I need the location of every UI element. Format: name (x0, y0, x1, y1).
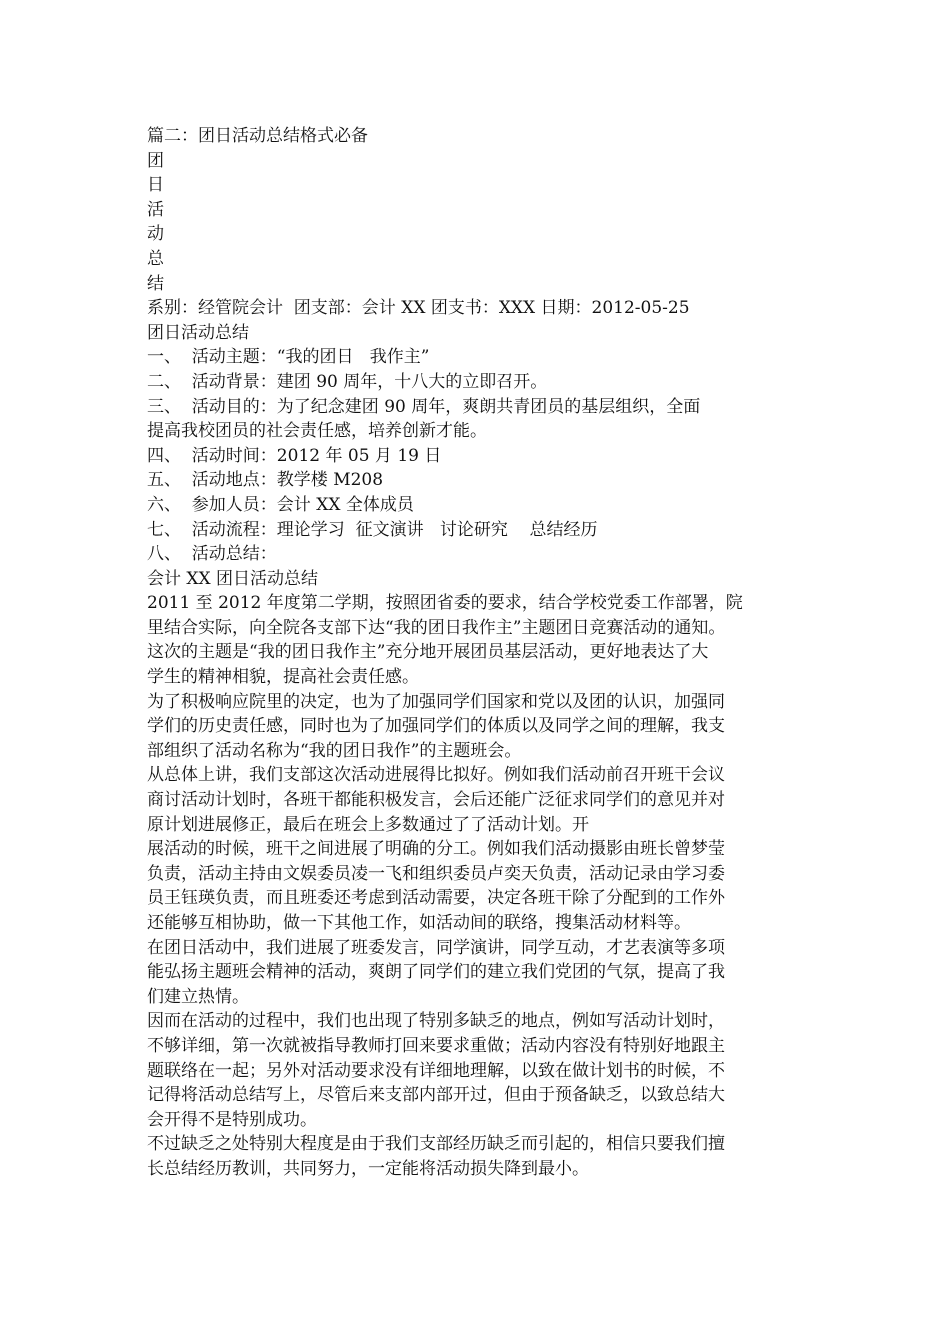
paragraph-line: 为了积极响应院里的决定，也为了加强同学们国家和党以及团的认识，加强同 (147, 691, 725, 712)
list-item: 一、 活动主题：“我的团日 我作主” (147, 347, 430, 368)
paragraph-line: 不过缺乏之处特别大程度是由于我们支部经历缺乏而引起的，相信只要我们擅 (147, 1134, 725, 1155)
list-item: 六、 参加人员：会计 XX 全体成员 (147, 494, 414, 515)
paragraph-line: 会开得不是特别成功。 (147, 1109, 317, 1130)
paragraph-line: 负责，活动主持由文娱委员凌一飞和组织委员卢奕天负责，活动记录由学习委 (147, 863, 725, 884)
paragraph-line: 学生的精神相貌，提高社会责任感。 (147, 667, 419, 688)
paragraph-line: 商讨活动计划时，各班干都能积极发言，会后还能广泛征求同学们的意见并对 (147, 790, 725, 811)
document-heading: 篇二：团日活动总结格式必备 (147, 126, 368, 146)
paragraph-line: 们建立热情。 (147, 986, 249, 1007)
paragraph-line: 这次的主题是“我的团日我作主”充分地开展团员基层活动，更好地表达了大 (147, 642, 709, 663)
list-item: 四、 活动时间：2012 年 05 月 19 日 (147, 445, 442, 466)
paragraph-line: 因而在活动的过程中，我们也出现了特别多缺乏的地点，例如写活动计划时， (147, 1011, 725, 1032)
paragraph-line: 记得将活动总结写上，尽管后来支部内部开过，但由于预备缺乏，以致总结大 (147, 1085, 725, 1106)
list-item-continuation: 提高我校团员的社会责任感，培养创新才能。 (147, 421, 487, 442)
paragraph-line: 学们的历史责任感，同时也为了加强同学们的体质以及同学之间的理解，我支 (147, 716, 725, 737)
document-body (147, 124, 817, 1182)
paragraph-line: 长总结经历教训，共同努力，一定能将活动损失降到最小。 (147, 1158, 589, 1179)
paragraph-line: 能弘扬主题班会精神的活动，爽朗了同学们的建立我们党团的气氛，提高了我 (147, 962, 725, 983)
vertical-title-char: 团 (147, 150, 164, 171)
meta-info-line: 系别：经管院会计 团支部：会计 XX 团支书：XXX 日期：2012-05-25 (147, 298, 690, 319)
vertical-title-char: 结 (147, 273, 164, 294)
list-item: 三、 活动目的：为了纪念建团 90 周年，爽朗共青团员的基层组织，全面 (147, 396, 701, 417)
list-item: 五、 活动地点：教学楼 M208 (147, 470, 384, 491)
paragraph-line: 2011 至 2012 年度第二学期，按照团省委的要求，结合学校党委工作部署，院 (147, 593, 743, 614)
vertical-title-char: 日 (147, 175, 164, 196)
paragraph-line: 从总体上讲，我们支部这次活动进展得比拟好。例如我们活动前召开班干会议 (147, 765, 725, 786)
vertical-title-char: 动 (147, 224, 164, 245)
vertical-title-char: 活 (147, 199, 164, 220)
list-item: 八、 活动总结： (147, 544, 277, 565)
paragraph-line: 员王钰瑛负责，而且班委还考虑到活动需要，决定各班干除了分配到的工作外 (147, 888, 725, 909)
paragraph-line: 展活动的时候，班干之间进展了明确的分工。例如我们活动摄影由班长曾梦莹 (147, 839, 725, 860)
list-item: 二、 活动背景：建团 90 周年，十八大的立即召开。 (147, 371, 548, 392)
paragraph-line: 原计划进展修正，最后在班会上多数通过了了活动计划。开 (147, 814, 589, 835)
vertical-title-char: 总 (147, 248, 164, 269)
paragraph-line: 里结合实际，向全院各支部下达“我的团日我作主”主题团日竞赛活动的通知。 (147, 617, 726, 638)
paragraph-line: 在团日活动中，我们进展了班委发言，同学演讲，同学互动，才艺表演等多项 (147, 937, 725, 958)
section-title: 团日活动总结 (147, 322, 249, 343)
paragraph-line: 部组织了活动名称为“我的团日我作”的主题班会。 (147, 740, 522, 761)
paragraph-line: 不够详细，第一次就被指导教师打回来要求重做；活动内容没有特别好地跟主 (147, 1035, 725, 1056)
paragraph-line: 还能够互相协助，做一下其他工作，如活动间的联络，搜集活动材料等。 (147, 913, 691, 933)
summary-title: 会计 XX 团日活动总结 (147, 568, 319, 589)
paragraph-line: 题联络在一起；另外对活动要求没有详细地理解，以致在做计划书的时候，不 (147, 1060, 725, 1081)
list-item: 七、 活动流程：理论学习 征文演讲 讨论研究 总结经历 (147, 519, 598, 540)
